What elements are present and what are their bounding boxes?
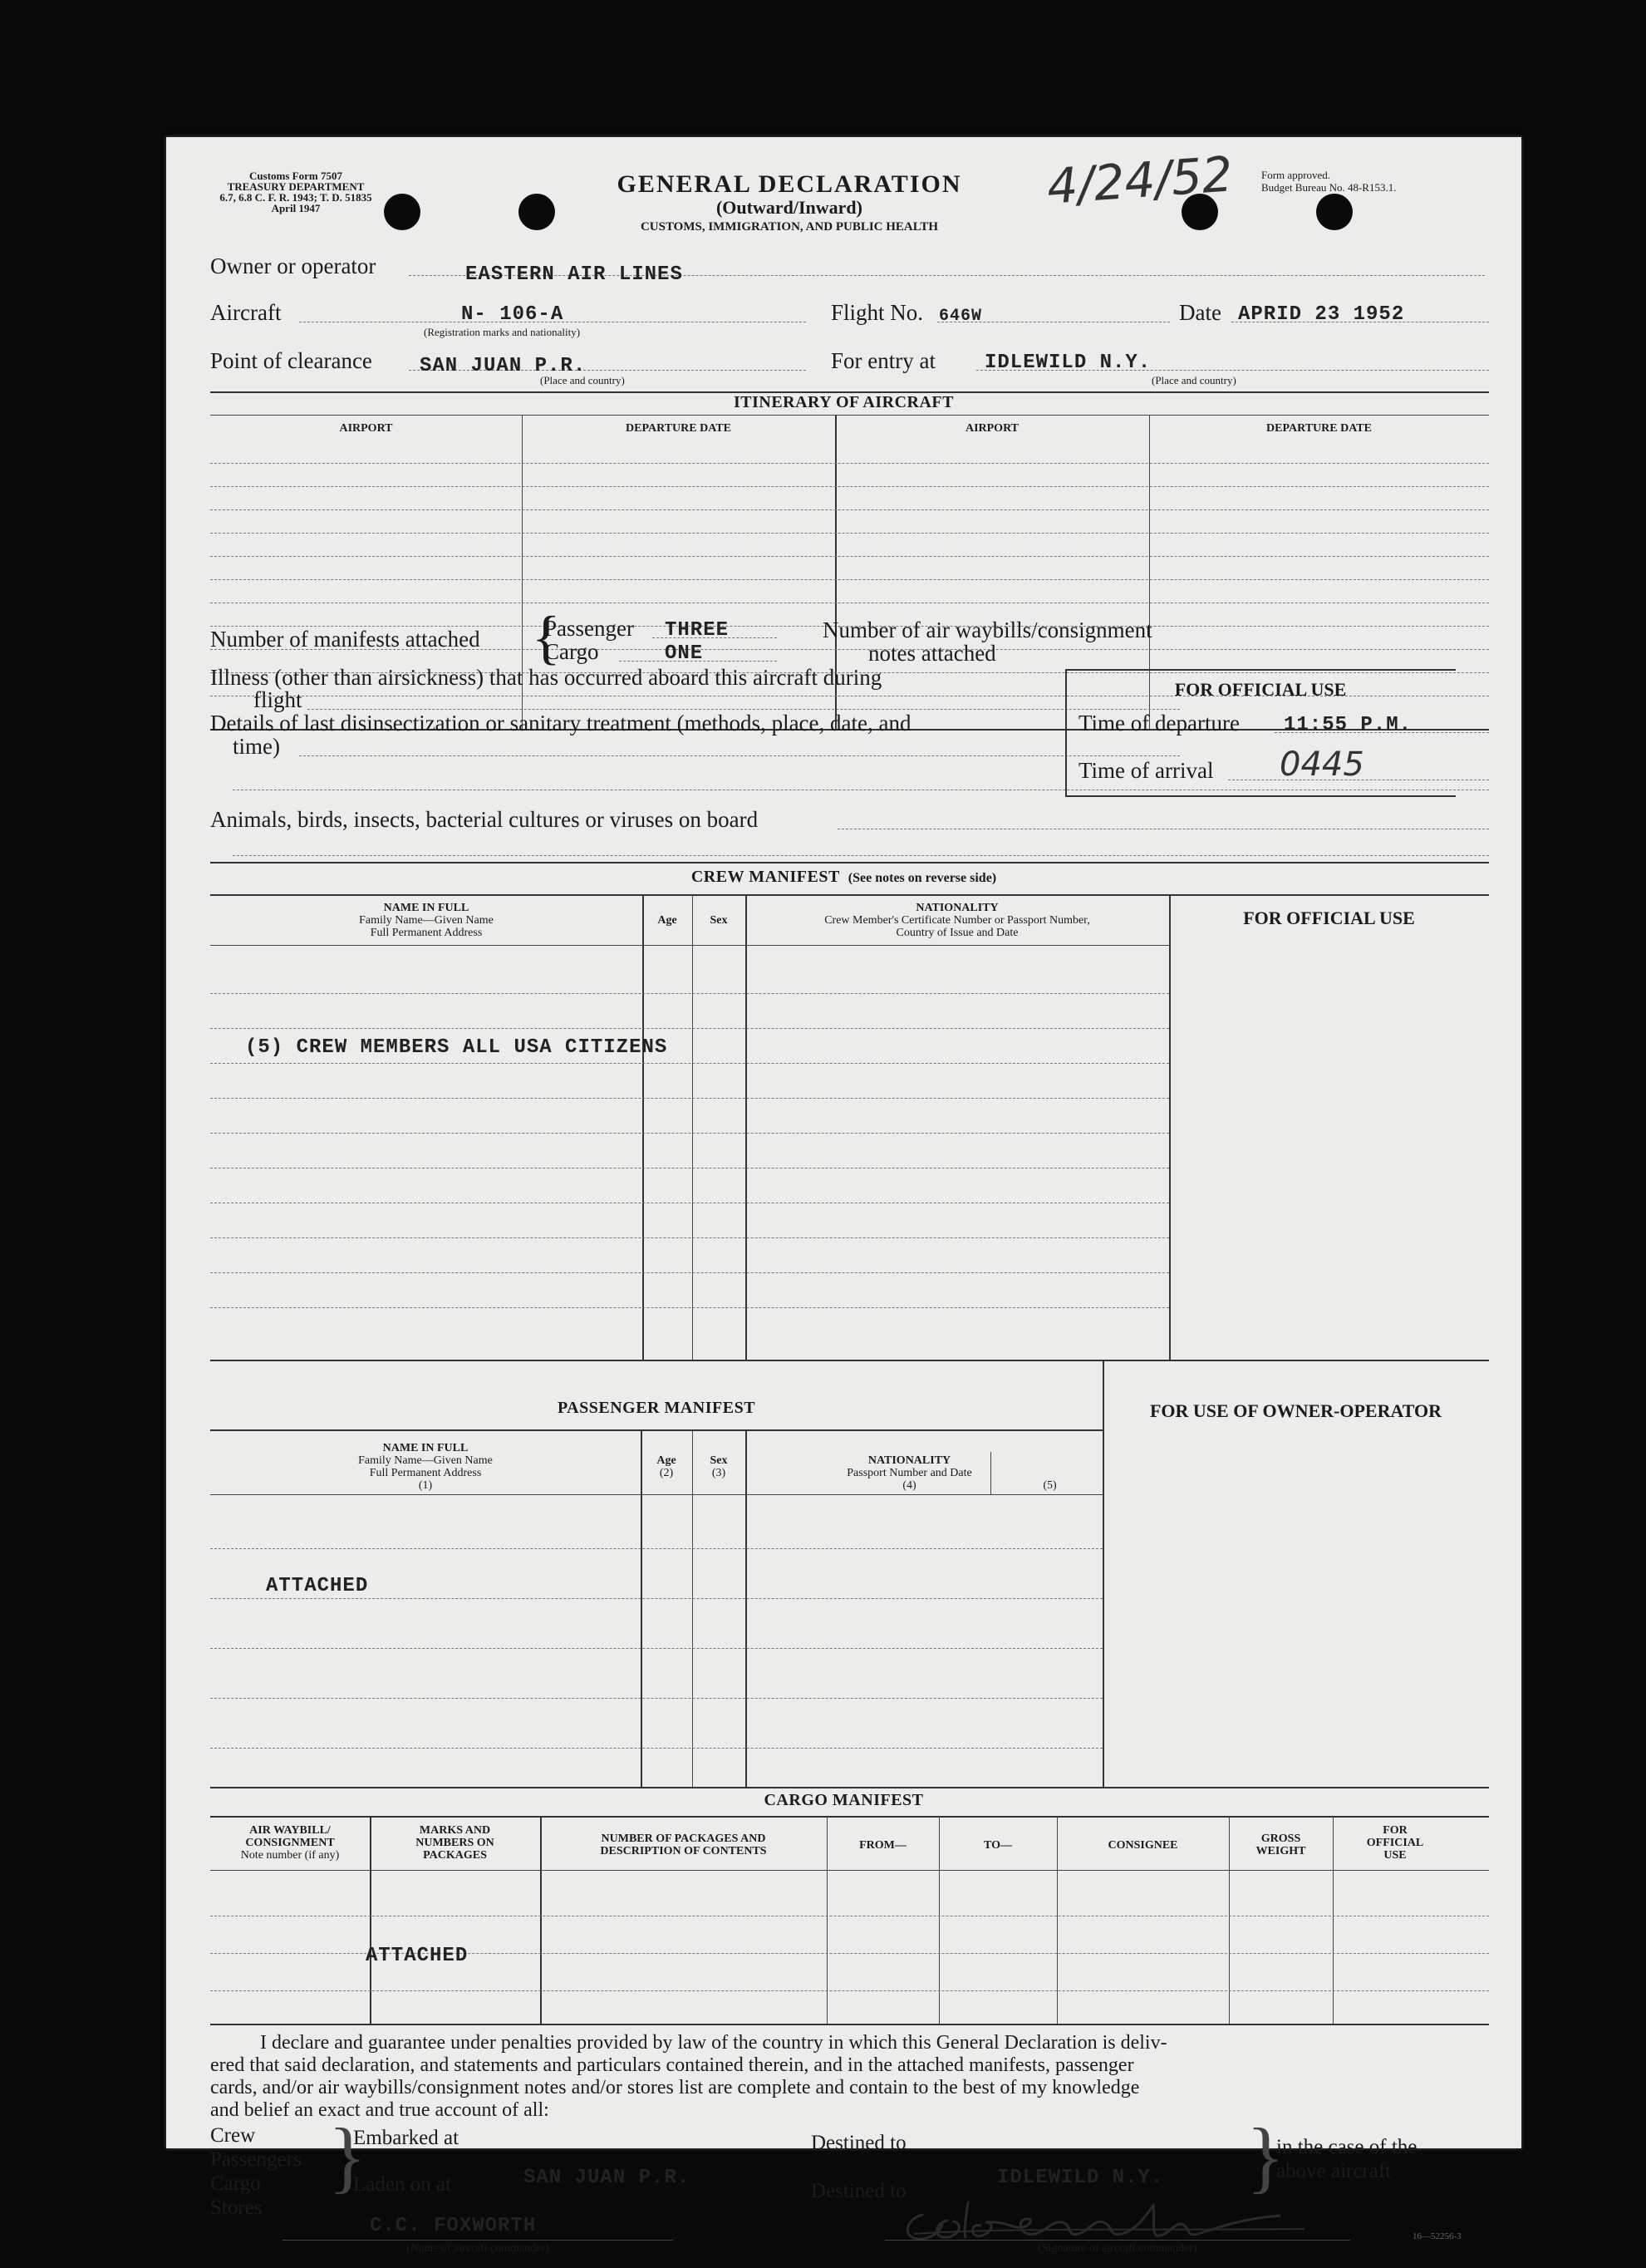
agencies-line: CUSTOMS, IMMIGRATION, AND PUBLIC HEALTH bbox=[640, 220, 939, 234]
crew-row-line bbox=[210, 1063, 1169, 1064]
crew-col-nat-sub2: Country of Issue and Date bbox=[896, 927, 1019, 939]
illness-label-2: flight bbox=[253, 687, 302, 712]
cargo-divider bbox=[370, 1816, 371, 2024]
passenger-count-value: THREE bbox=[665, 619, 730, 642]
cargo-col-marks-3: PACKAGES bbox=[423, 1849, 487, 1862]
passenger-divider bbox=[1103, 1360, 1104, 1787]
crew-col-nationality bbox=[745, 902, 1169, 939]
cargo-col-waybill-2: CONSIGNMENT bbox=[245, 1837, 335, 1849]
itinerary-row-line bbox=[210, 509, 1489, 510]
cargo-col-waybill-3: Note number (if any) bbox=[240, 1849, 340, 1862]
waybills-label: Number of air waybills/consignment bbox=[823, 617, 1152, 642]
itinerary-title: ITINERARY OF AIRCRAFT bbox=[733, 393, 954, 411]
passenger-row-line bbox=[210, 1698, 1103, 1699]
crew-col-name-title: NAME IN FULL bbox=[383, 902, 469, 914]
crew-row-line bbox=[210, 993, 1169, 994]
passenger-row-line bbox=[210, 1648, 1103, 1649]
cargo-col-official bbox=[1333, 1824, 1457, 1862]
destined-value: IDLEWILD N.Y. bbox=[997, 2167, 1164, 2189]
crew-col-nat-sub1: Crew Member's Certificate Number or Passport Number, bbox=[824, 914, 1090, 927]
commander-name: C.C. FOXWORTH bbox=[370, 2215, 537, 2237]
departure-time-label: Time of departure bbox=[1078, 711, 1240, 736]
arrival-time-label: Time of arrival bbox=[1078, 758, 1214, 783]
crew-col-name-sub2: Full Permanent Address bbox=[370, 927, 483, 939]
crew-divider bbox=[642, 894, 644, 1360]
passenger-entry: ATTACHED bbox=[266, 1575, 369, 1597]
entry-sublabel: (Place and country) bbox=[1152, 374, 1236, 386]
form-number: Customs Form 7507 bbox=[249, 170, 342, 182]
cargo-col-official-1: FOR bbox=[1383, 1824, 1408, 1837]
department: TREASURY DEPARTMENT bbox=[227, 180, 365, 193]
flight-value: 646W bbox=[939, 307, 983, 326]
cargo-divider bbox=[939, 1816, 940, 2024]
aircraft-case-1: in the case of the bbox=[1276, 2136, 1418, 2158]
crew-col-official-use: FOR OFFICIAL USE bbox=[1243, 908, 1415, 928]
form-identifier bbox=[196, 170, 396, 214]
passenger-col-name-sub2: Full Permanent Address bbox=[369, 1467, 482, 1479]
declaration-line: and belief an exact and true account of all: bbox=[210, 2099, 549, 2121]
itinerary-row-line bbox=[210, 463, 1489, 464]
footer-passengers: Passengers bbox=[210, 2148, 302, 2171]
passenger-row-line bbox=[210, 1548, 1103, 1549]
owner-label: Owner or operator bbox=[210, 253, 376, 278]
cargo-col-to: TO— bbox=[984, 1839, 1012, 1852]
cargo-col-consignee: CONSIGNEE bbox=[1108, 1839, 1178, 1852]
clearance-value: SAN JUAN P.R. bbox=[420, 355, 587, 377]
cargo-col-weight-1: GROSS bbox=[1260, 1833, 1301, 1845]
crew-divider bbox=[745, 894, 747, 1360]
crew-col-age: Age bbox=[657, 914, 677, 927]
cargo-entry: ATTACHED bbox=[366, 1945, 469, 1967]
footer-crew: Crew bbox=[210, 2124, 256, 2147]
passenger-col-name-sub1: Family Name—Given Name bbox=[358, 1454, 493, 1467]
declaration-line: cards, and/or air waybills/consignment notes and/or stores list are complete and contain to the best of my knowledge bbox=[210, 2077, 1140, 2098]
crew-row-line bbox=[210, 1307, 1169, 1308]
cargo-count-value: ONE bbox=[665, 642, 704, 665]
passenger-col-age-number: (2) bbox=[659, 1467, 674, 1479]
cargo-col-marks-2: NUMBERS ON bbox=[415, 1837, 494, 1849]
official-use-title: FOR OFFICIAL USE bbox=[1174, 679, 1347, 700]
cargo-col-waybill-1: AIR WAYBILL/ bbox=[249, 1824, 331, 1837]
aircraft-sublabel: (Registration marks and nationality) bbox=[424, 326, 581, 338]
form-page bbox=[166, 137, 1521, 2255]
crew-title-note: (See notes on reverse side) bbox=[848, 871, 997, 885]
crew-divider bbox=[692, 894, 693, 1360]
aircraft-label: Aircraft bbox=[210, 300, 282, 325]
passenger-col-sex-title: Sex bbox=[710, 1454, 728, 1467]
cargo-divider bbox=[1333, 1816, 1334, 2024]
passenger-col-sex bbox=[692, 1454, 745, 1479]
cargo-top-rule bbox=[210, 1787, 1489, 1788]
crew-header-rule bbox=[210, 945, 1169, 946]
cargo-count-label: Cargo bbox=[544, 639, 599, 664]
manifests-label: Number of manifests attached bbox=[210, 627, 480, 652]
footer-brace-right: } bbox=[1246, 2112, 1285, 2201]
declaration-line: I declare and guarantee under penalties provided by law of the country in which this General Declaration is deliv- bbox=[260, 2032, 1167, 2054]
cargo-row-line bbox=[210, 1990, 1489, 1991]
itinerary-row-line bbox=[210, 486, 1489, 487]
itinerary-col-departure-1: DEPARTURE DATE bbox=[626, 422, 731, 435]
entry-label: For entry at bbox=[831, 348, 936, 373]
passenger-col-name-title: NAME IN FULL bbox=[382, 1442, 469, 1454]
form-approved: Form approved. bbox=[1261, 169, 1331, 181]
crew-header-top-rule bbox=[210, 894, 1489, 896]
crew-col-sex: Sex bbox=[710, 914, 728, 927]
punch-hole bbox=[1316, 194, 1353, 230]
signature-stroke bbox=[907, 2202, 1280, 2239]
crew-row-line bbox=[210, 1133, 1169, 1134]
itinerary-col-airport-2: AIRPORT bbox=[965, 422, 1020, 435]
animals-line-2 bbox=[233, 855, 1489, 856]
cargo-divider bbox=[1057, 1816, 1058, 2024]
date-label: Date bbox=[1179, 300, 1221, 325]
owner-value: EASTERN AIR LINES bbox=[465, 263, 683, 286]
passenger-col-nat-sub: Passport Number and Date bbox=[847, 1467, 972, 1479]
cargo-col-official-3: USE bbox=[1383, 1849, 1407, 1862]
itinerary-col-departure-2: DEPARTURE DATE bbox=[1266, 422, 1372, 435]
commander-label: (Name of aircraft commander) bbox=[406, 2242, 549, 2255]
disinsect-line bbox=[299, 755, 1180, 756]
aircraft-value: N- 106-A bbox=[461, 303, 564, 326]
commander-line bbox=[283, 2240, 673, 2241]
form-date: April 1947 bbox=[271, 202, 321, 214]
form-title: GENERAL DECLARATION bbox=[617, 170, 962, 198]
itinerary-header-rule bbox=[210, 415, 1489, 416]
departure-time-value: 11:55 P.M. bbox=[1284, 714, 1413, 736]
budget-approval bbox=[1261, 169, 1511, 194]
passenger-top-rule bbox=[210, 1360, 1489, 1361]
crew-col-nat-title: NATIONALITY bbox=[916, 902, 999, 914]
laden-value: SAN JUAN P.R. bbox=[523, 2167, 690, 2189]
date-value: APRID 23 1952 bbox=[1238, 303, 1405, 326]
form-header bbox=[582, 170, 997, 234]
clearance-label: Point of clearance bbox=[210, 348, 372, 373]
cargo-bottom-rule bbox=[210, 2024, 1489, 2025]
manifests-brace: { bbox=[532, 604, 561, 671]
passenger-col-sex-number: (3) bbox=[711, 1467, 726, 1479]
crew-row-line bbox=[210, 1237, 1169, 1238]
disinsect-label: Details of last disinsectization or sanitary treatment (methods, place, date, and bbox=[210, 711, 911, 736]
passenger-divider bbox=[745, 1429, 747, 1787]
crew-col-name-sub1: Family Name—Given Name bbox=[359, 914, 494, 927]
crew-row-line bbox=[210, 1272, 1169, 1273]
flight-label: Flight No. bbox=[831, 300, 924, 325]
handwritten-date: 4/24/52 bbox=[1044, 145, 1235, 215]
cargo-title: CARGO MANIFEST bbox=[764, 1791, 924, 1809]
destined-label-1: Destined to bbox=[811, 2132, 907, 2154]
print-code: 16—52256-3 bbox=[1413, 2231, 1462, 2241]
punch-hole bbox=[518, 194, 555, 230]
destined-label-2: Destined to bbox=[811, 2180, 907, 2202]
itinerary-col-airport-1: AIRPORT bbox=[339, 422, 393, 435]
passenger-col-age-title: Age bbox=[656, 1454, 676, 1467]
passenger-divider bbox=[641, 1429, 642, 1787]
cargo-divider bbox=[827, 1816, 828, 2024]
passenger-divider bbox=[692, 1429, 693, 1787]
clearance-sublabel: (Place and country) bbox=[540, 374, 625, 386]
regulation-ref: 6.7, 6.8 C. F. R. 1943; T. D. 51835 bbox=[219, 191, 372, 204]
aircraft-case-2: above aircraft bbox=[1276, 2160, 1392, 2182]
crew-title-row bbox=[166, 868, 1521, 887]
crew-row-line bbox=[210, 1098, 1169, 1099]
crew-col-name bbox=[210, 902, 642, 939]
itinerary-row-line bbox=[210, 579, 1489, 580]
crew-title: CREW MANIFEST bbox=[690, 868, 840, 886]
animals-label: Animals, birds, insects, bacterial cultures or viruses on board bbox=[210, 807, 759, 832]
signature-label: (Signature of aircraft commander) bbox=[1038, 2242, 1197, 2255]
passenger-header-top-rule bbox=[210, 1429, 1103, 1431]
illness-line bbox=[307, 709, 1180, 710]
passenger-col-nat-number: (4) bbox=[902, 1479, 916, 1492]
disinsect-label-2: time) bbox=[233, 734, 280, 759]
laden-label: Laden on at bbox=[353, 2173, 452, 2196]
declaration-text bbox=[210, 2032, 1489, 2122]
cargo-divider bbox=[540, 1816, 542, 2024]
cargo-col-marks bbox=[370, 1824, 540, 1862]
budget-bureau-number: Budget Bureau No. 48-R153.1. bbox=[1261, 181, 1397, 194]
footer-brace-left: } bbox=[328, 2112, 367, 2201]
signature-line bbox=[885, 2240, 1350, 2241]
illness-label: Illness (other than airsickness) that has occurred aboard this aircraft during bbox=[210, 665, 882, 690]
cargo-col-packages-1: NUMBER OF PACKAGES AND bbox=[601, 1833, 766, 1845]
cargo-header-rule bbox=[210, 1870, 1489, 1871]
passenger-header-rule bbox=[210, 1494, 1103, 1495]
itinerary-row-line bbox=[210, 556, 1489, 557]
cargo-col-official-2: OFFICIAL bbox=[1366, 1837, 1424, 1849]
waybills-label-2: notes attached bbox=[868, 641, 996, 666]
entry-value: IDLEWILD N.Y. bbox=[985, 352, 1152, 374]
embarked-label: Embarked at bbox=[353, 2127, 459, 2149]
cargo-divider bbox=[1229, 1816, 1230, 2024]
passenger-col-age bbox=[641, 1454, 692, 1479]
cargo-col-marks-1: MARKS AND bbox=[419, 1824, 491, 1837]
passenger-col-owner-operator: FOR USE OF OWNER-OPERATOR bbox=[1149, 1400, 1442, 1421]
passenger-divider bbox=[990, 1452, 991, 1494]
arrival-time-value: 0445 bbox=[1280, 745, 1364, 784]
passenger-title: PASSENGER MANIFEST bbox=[557, 1399, 756, 1417]
passenger-row-line bbox=[210, 1748, 1103, 1749]
footer-categories bbox=[210, 2123, 302, 2220]
crew-entry: (5) CREW MEMBERS ALL USA CITIZENS bbox=[245, 1036, 668, 1059]
cargo-col-packages-2: DESCRIPTION OF CONTENTS bbox=[600, 1845, 767, 1857]
cargo-col-waybill bbox=[210, 1824, 370, 1862]
crew-divider bbox=[1169, 894, 1171, 1360]
cargo-col-weight-2: WEIGHT bbox=[1255, 1845, 1306, 1857]
passenger-count-label: Passenger bbox=[544, 616, 634, 641]
footer-cargo: Cargo bbox=[210, 2172, 261, 2195]
itinerary-row-line bbox=[210, 533, 1489, 534]
passenger-col-name bbox=[210, 1442, 641, 1492]
passenger-row-line bbox=[210, 1598, 1103, 1599]
aircraft-case bbox=[1276, 2135, 1417, 2183]
passenger-col-nat-title: NATIONALITY bbox=[867, 1454, 951, 1467]
crew-top-rule bbox=[210, 862, 1489, 863]
declaration-line: ered that said declaration, and statements and particulars contained therein, and in the attached manifests, passenger bbox=[210, 2054, 1134, 2076]
passenger-col-name-number: (1) bbox=[418, 1479, 433, 1492]
form-subtitle: (Outward/Inward) bbox=[715, 197, 862, 218]
passenger-col-5: (5) bbox=[1043, 1479, 1057, 1492]
cargo-col-packages bbox=[540, 1833, 827, 1857]
cargo-header-top-rule bbox=[210, 1816, 1489, 1818]
footer-stores: Stores bbox=[210, 2197, 263, 2219]
cargo-col-weight bbox=[1229, 1833, 1333, 1857]
cargo-col-from: FROM— bbox=[859, 1839, 907, 1852]
crew-row-line bbox=[210, 1028, 1169, 1029]
